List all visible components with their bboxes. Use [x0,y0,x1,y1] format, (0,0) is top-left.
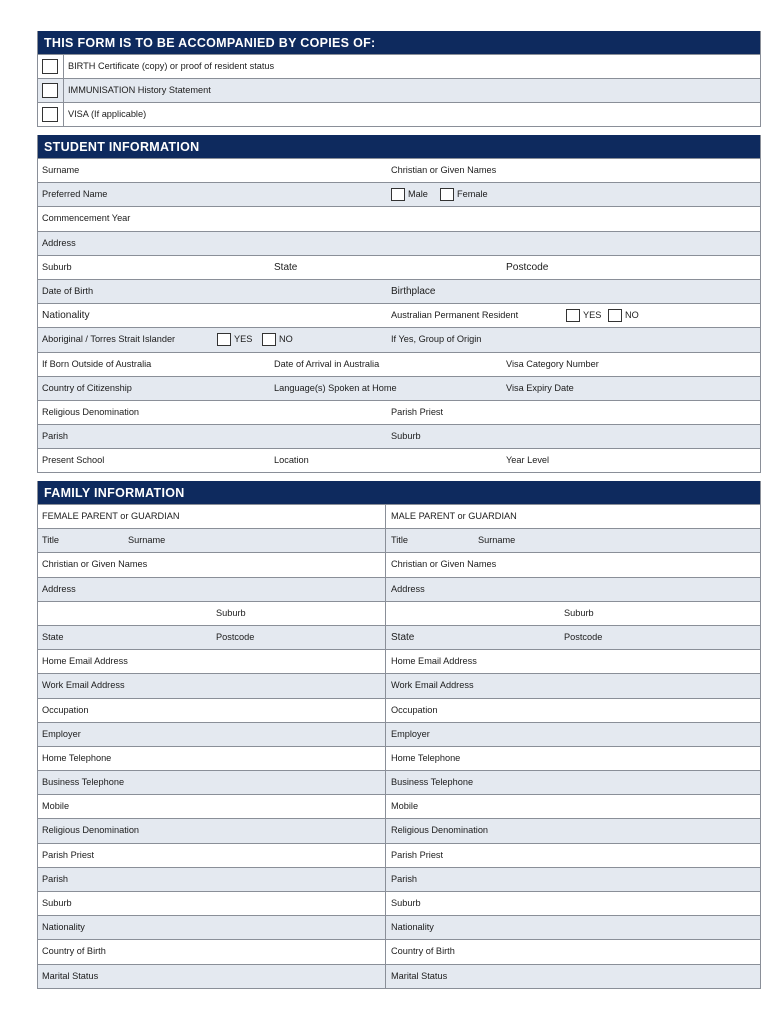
suburb-row[interactable] [38,255,760,279]
commencement-row[interactable] [38,206,760,230]
family-field-row[interactable] [38,818,760,842]
family-section [37,481,761,989]
male-field-label: Home Telephone [391,752,461,763]
family-field-row[interactable] [38,843,760,867]
female-field-label: Employer [42,728,81,739]
requirement-row [38,102,760,126]
parish-label: Parish [42,431,69,442]
male-field-label: Home Email Address [391,656,477,667]
family-field-row[interactable] [38,649,760,673]
aboriginal-no-label: NO [279,334,293,345]
religion-label: Religious Denomination [42,406,140,417]
female-state-label: State [42,631,64,642]
family-field-row[interactable] [38,867,760,891]
family-field-row[interactable] [38,794,760,818]
location-label: Location [274,455,309,466]
female-title-label: Title [42,535,60,546]
male-given-names-label: Christian or Given Names [391,559,497,570]
aboriginal-yes-checkbox[interactable] [217,333,231,346]
aboriginal-no-checkbox[interactable] [262,333,276,346]
birth-certificate-checkbox[interactable] [42,59,58,74]
religion-row[interactable] [38,400,760,424]
parish-suburb-label: Suburb [391,431,421,442]
female-field-label: Marital Status [42,970,99,981]
female-checkbox[interactable] [440,188,454,201]
male-label: Male [408,189,428,200]
male-field-label: Religious Denomination [391,825,489,836]
born-outside-label: If Born Outside of Australia [42,358,152,369]
female-parent-heading: FEMALE PARENT or GUARDIAN [42,511,180,521]
requirement-label: BIRTH Certificate (copy) or proof of resident status [68,61,275,71]
male-title-label: Title [391,535,409,546]
visa-expiry-label: Visa Expiry Date [506,382,574,393]
address-label: Address [42,237,76,248]
family-heading-row [38,504,760,528]
female-field-label: Occupation [42,704,89,715]
male-field-label: Suburb [391,898,421,908]
citizenship-row[interactable] [38,376,760,400]
permanent-resident-label: Australian Permanent Resident [391,310,519,321]
female-field-label: Business Telephone [42,777,125,788]
preferred-name-row[interactable] [38,182,760,206]
requirements-section [37,31,761,127]
female-field-label: Suburb [42,898,72,908]
female-field-label: Parish Priest [42,849,95,860]
family-field-row[interactable] [38,891,760,915]
family-field-row[interactable] [38,964,760,988]
family-suburb-row[interactable] [38,601,760,625]
student-name-row[interactable] [38,158,760,182]
parish-priest-label: Parish Priest [391,406,444,417]
aboriginal-yes-label: YES [234,334,253,345]
group-of-origin-label: If Yes, Group of Origin [391,334,482,345]
male-state-label: State [391,631,415,643]
female-field-label: Home Email Address [42,656,128,667]
resident-yes-checkbox[interactable] [566,309,580,322]
nationality-label: Nationality [42,310,90,322]
family-state-row[interactable] [38,625,760,649]
aboriginal-label: Aboriginal / Torres Strait Islander [42,334,176,345]
languages-label: Language(s) Spoken at Home [274,382,397,393]
aboriginal-row[interactable] [38,327,760,351]
male-field-label: Mobile [391,801,419,812]
family-field-row[interactable] [38,939,760,963]
male-surname-label: Surname [478,535,516,546]
arrival-date-label: Date of Arrival in Australia [274,358,380,369]
family-header: FAMILY INFORMATION [38,481,760,504]
school-row[interactable] [38,448,760,472]
commencement-year-label: Commencement Year [42,213,131,224]
resident-no-checkbox[interactable] [608,309,622,322]
requirements-header: THIS FORM IS TO BE ACCOMPANIED BY COPIES OF: [38,31,760,54]
visa-category-label: Visa Category Number [506,358,599,369]
female-field-label: Country of Birth [42,946,106,957]
male-field-label: Occupation [391,704,438,715]
requirement-label: VISA (If applicable) [68,109,147,119]
male-field-label: Country of Birth [391,946,455,957]
male-field-label: Parish [391,873,418,884]
family-given-names-row[interactable] [38,552,760,576]
born-outside-row[interactable] [38,352,760,376]
resident-yes-label: YES [583,310,602,321]
family-field-row[interactable] [38,673,760,697]
male-field-label: Business Telephone [391,777,474,788]
male-address-label: Address [391,583,425,594]
family-field-row[interactable] [38,770,760,794]
female-address-label: Address [42,583,76,594]
female-field-label: Home Telephone [42,752,112,763]
resident-no-label: NO [625,310,639,321]
female-surname-label: Surname [128,535,166,546]
parish-row[interactable] [38,424,760,448]
male-field-label: Nationality [391,922,434,933]
family-address-row[interactable] [38,577,760,601]
requirement-row [38,54,760,78]
nationality-row[interactable] [38,303,760,327]
birthplace-label: Birthplace [391,285,436,297]
male-field-label: Employer [391,728,430,739]
suburb-label: Suburb [42,261,72,272]
family-field-row[interactable] [38,698,760,722]
female-label: Female [457,189,488,200]
visa-checkbox[interactable] [42,107,58,122]
citizenship-label: Country of Citizenship [42,382,132,393]
requirement-label: IMMUNISATION History Statement [68,85,211,95]
immunisation-checkbox[interactable] [42,83,58,98]
dob-row[interactable] [38,279,760,303]
female-field-label: Parish [42,873,69,884]
present-school-label: Present School [42,455,105,466]
male-field-label: Work Email Address [391,680,474,691]
requirement-row [38,78,760,102]
year-level-label: Year Level [506,455,550,466]
state-label: State [274,261,298,273]
female-field-label: Nationality [42,922,85,933]
male-field-label: Parish Priest [391,849,444,860]
given-names-label: Christian or Given Names [391,165,497,175]
postcode-label: Postcode [506,261,549,273]
preferred-name-label: Preferred Name [42,189,108,200]
address-row[interactable] [38,231,760,255]
family-field-row[interactable] [38,746,760,770]
female-given-names-label: Christian or Given Names [42,559,148,570]
dob-label: Date of Birth [42,285,94,296]
surname-label: Surname [42,165,80,175]
family-field-row[interactable] [38,915,760,939]
female-suburb-label: Suburb [216,607,246,618]
family-field-row[interactable] [38,722,760,746]
student-section [37,135,761,473]
male-postcode-label: Postcode [564,631,603,642]
family-title-row[interactable] [38,528,760,552]
student-header: STUDENT INFORMATION [38,135,760,158]
male-checkbox[interactable] [391,188,405,201]
female-field-label: Work Email Address [42,680,125,691]
male-field-label: Marital Status [391,970,448,981]
female-field-label: Religious Denomination [42,825,140,836]
male-parent-heading: MALE PARENT or GUARDIAN [391,511,517,521]
female-field-label: Mobile [42,801,70,812]
male-suburb-label: Suburb [564,607,594,618]
female-postcode-label: Postcode [216,631,255,642]
